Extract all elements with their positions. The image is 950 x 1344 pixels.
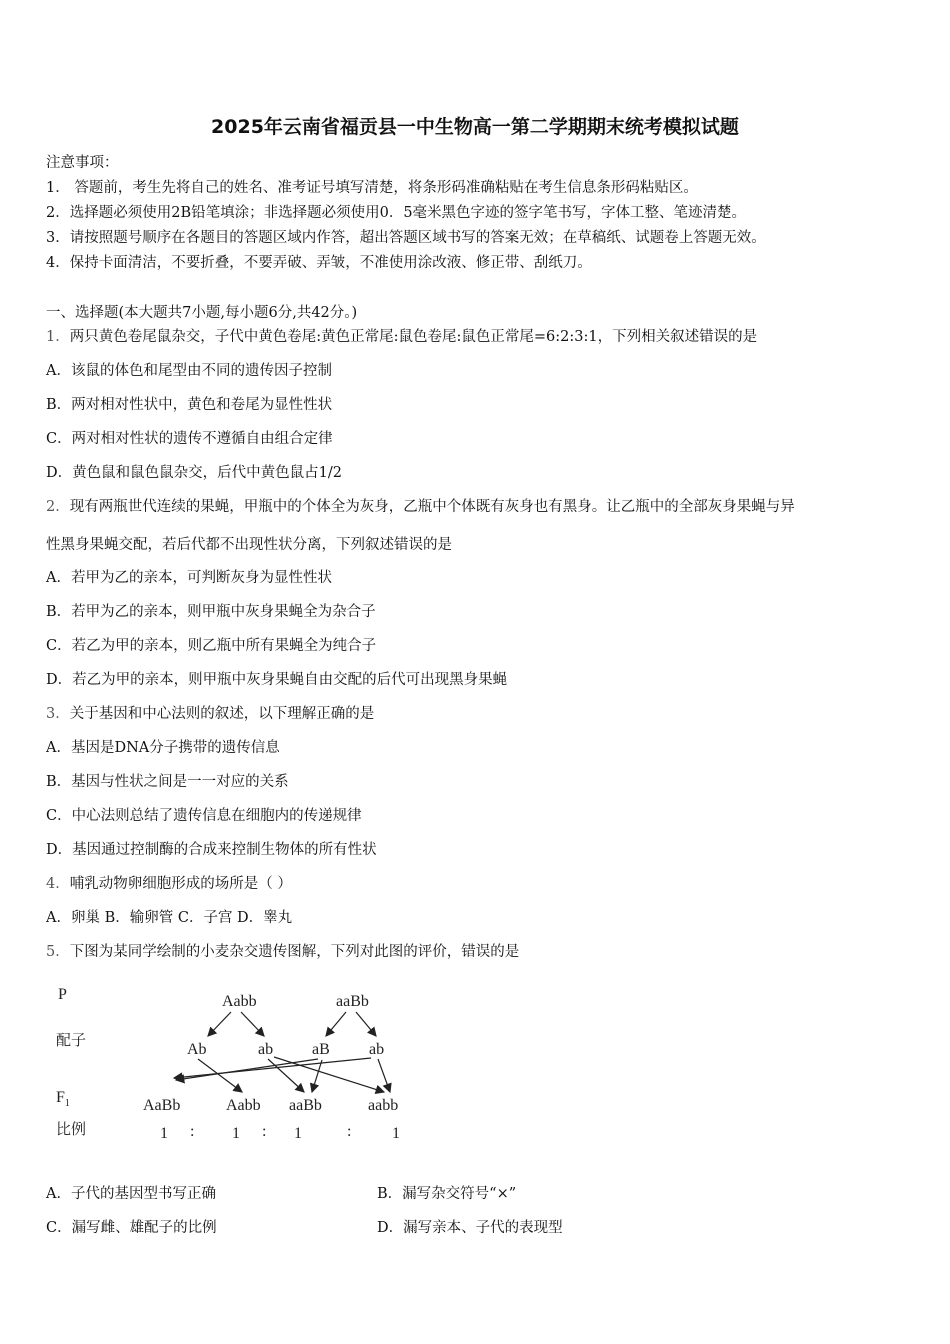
row-label-gametes: 配子 — [56, 1033, 87, 1049]
q2-option-c: C．若乙为甲的亲本，则乙瓶中所有果蝇全为纯合子 — [46, 638, 377, 654]
question-1 — [46, 327, 757, 347]
question-number: 1． — [46, 329, 70, 345]
q3-option-c: C．中心法则总结了遗传信息在细胞内的传递规律 — [46, 808, 362, 824]
notice-item-3: 3．请按照题号顺序在各题目的答题区域内作答，超出答题区域书写的答案无效；在草稿纸、试题卷上答题无效。 — [46, 230, 766, 246]
q2-option-a: A．若甲为乙的亲本，可判断灰身为显性性状 — [46, 570, 332, 586]
question-stem: 两只黄色卷尾鼠杂交，子代中黄色卷尾:黄色正常尾:鼠色卷尾:鼠色正常尾=6:2:3:1，下列相关叙述错误的是 — [69, 329, 758, 345]
q5-option-a: A．子代的基因型书写正确 — [46, 1186, 216, 1202]
parent-genotype-2: aaBb — [336, 993, 369, 1010]
row-label-p: P — [58, 986, 67, 1003]
ratio-value-2: 1 — [232, 1125, 240, 1142]
question-number: 5． — [46, 944, 70, 960]
ratio-sep-1: : — [190, 1123, 195, 1140]
arrow-g4-to-o4 — [378, 1059, 390, 1092]
q3-option-d: D．基因通过控制酶的合成来控制生物体的所有性状 — [46, 842, 377, 858]
gamete-2: ab — [258, 1041, 274, 1058]
question-number: 2． — [46, 499, 70, 515]
arrow-p1-to-g1 — [208, 1012, 231, 1036]
q2-option-d: D．若乙为甲的亲本，则甲瓶中灰身果蝇自由交配的后代可出现黑身果蝇 — [46, 672, 508, 688]
arrow-p2-to-g3 — [326, 1012, 346, 1036]
offspring-1: AaBb — [143, 1097, 181, 1114]
notice-item-1: 1． 答题前，考生先将自己的姓名、准考证号填写清楚，将条形码准确粘贴在考生信息条形码粘贴区。 — [46, 180, 698, 196]
ratio-value-3: 1 — [294, 1125, 302, 1142]
q1-option-d: D．黄色鼠和鼠色鼠杂交，后代中黄色鼠占1/2 — [46, 465, 342, 481]
q5-option-d: D．漏写亲本、子代的表现型 — [377, 1220, 563, 1236]
gamete-1: Ab — [187, 1041, 207, 1058]
q1-option-a: A．该鼠的体色和尾型由不同的遗传因子控制 — [46, 363, 332, 379]
page-title: 2025年云南省福贡县一中生物高一第二学期期末统考模拟试题 — [211, 116, 739, 138]
q1-option-c: C．两对相对性状的遗传不遵循自由组合定律 — [46, 431, 333, 447]
notice-heading: 注意事项： — [46, 155, 119, 171]
row-label-ratio: 比例 — [56, 1122, 87, 1138]
q5-option-b: B．漏写杂交符号“×” — [377, 1186, 517, 1202]
arrow-g4-to-o1 — [174, 1058, 371, 1078]
q3-option-a: A．基因是DNA分子携带的遗传信息 — [46, 740, 280, 756]
arrow-p2-to-g4 — [356, 1012, 376, 1036]
q2-option-b: B．若甲为乙的亲本，则甲瓶中灰身果蝇全为杂合子 — [46, 604, 376, 620]
notice-item-2: 2．选择题必须使用2B铅笔填涂；非选择题必须使用0．5毫米黑色字迹的签字笔书写，字体工整、笔迹清楚。 — [46, 205, 747, 221]
ratio-sep-3: : — [347, 1123, 352, 1140]
offspring-2: Aabb — [226, 1097, 261, 1114]
question-stem: 哺乳动物卵细胞形成的场所是（ ） — [69, 876, 292, 892]
question-2 — [46, 497, 795, 517]
question-stem: 关于基因和中心法则的叙述，以下理解正确的是 — [69, 706, 375, 722]
row-label-f1: $F_1$ — [56, 1089, 70, 1109]
offspring-4: aabb — [368, 1097, 399, 1114]
question-stem: 下图为某同学绘制的小麦杂交遗传图解，下列对此图的评价，错误的是 — [69, 944, 520, 960]
q3-option-b: B．基因与性状之间是一一对应的关系 — [46, 774, 289, 790]
question-stem-line1: 现有两瓶世代连续的果蝇，甲瓶中的个体全为灰身，乙瓶中个体既有灰身也有黑身。让乙瓶中的全部灰身果蝇与异 — [69, 499, 795, 515]
ratio-value-4: 1 — [392, 1125, 400, 1142]
ratio-sep-2: : — [262, 1123, 267, 1140]
question-4 — [46, 874, 292, 894]
parent-genotype-1: Aabb — [222, 993, 257, 1010]
question-number: 4． — [46, 876, 70, 892]
question-5 — [46, 942, 519, 962]
gamete-3: aB — [312, 1041, 330, 1058]
arrow-g3-to-o1 — [176, 1059, 318, 1080]
arrow-p1-to-g2 — [241, 1012, 264, 1036]
q4-options: A．卵巢 B．输卵管 C．子宫 D．睾丸 — [46, 910, 293, 926]
notice-item-4: 4．保持卡面清洁，不要折叠，不要弄破、弄皱，不准使用涂改液、修正带、刮纸刀。 — [46, 255, 592, 271]
q5-option-c: C．漏写雌、雄配子的比例 — [46, 1220, 217, 1236]
ratio-value-1: 1 — [160, 1125, 168, 1142]
genetic-cross-diagram — [46, 982, 426, 1152]
question-stem-line2: 性黑身果蝇交配，若后代都不出现性状分离，下列叙述错误的是 — [46, 537, 452, 553]
arrow-g3-to-o3 — [312, 1060, 322, 1092]
question-number: 3． — [46, 706, 70, 722]
offspring-3: aaBb — [289, 1097, 322, 1114]
gamete-4: ab — [369, 1041, 385, 1058]
q1-option-b: B．两对相对性状中，黄色和卷尾为显性性状 — [46, 397, 333, 413]
section-heading: 一、选择题(本大题共7小题,每小题6分,共42分。) — [46, 305, 358, 321]
question-3 — [46, 704, 374, 724]
